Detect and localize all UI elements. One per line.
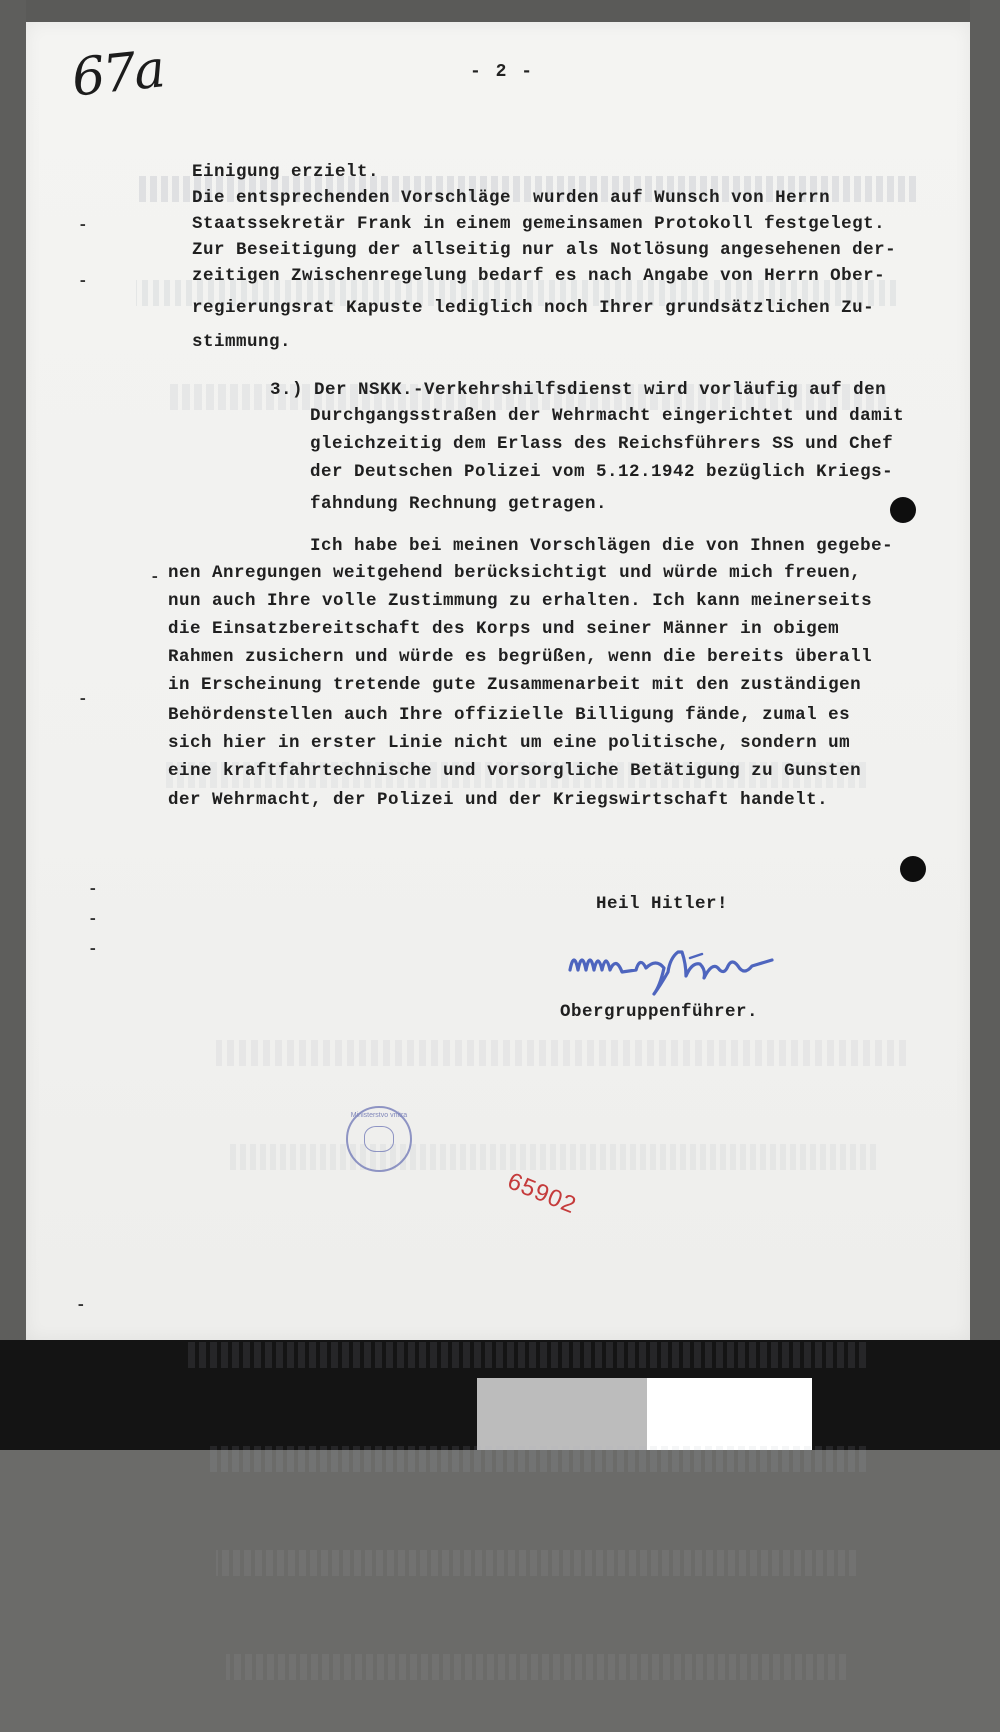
margin-dash: -	[88, 940, 98, 958]
closing-line: nen Anregungen weitgehend berücksichtigt und würde mich freuen,	[168, 563, 862, 583]
margin-dash: -	[88, 910, 98, 928]
signer-title: Obergruppenführer.	[560, 1002, 759, 1022]
item-3-line: Durchgangsstraßen der Wehrmacht eingerichtet und damit	[310, 406, 905, 426]
closing-line: Ich habe bei meinen Vorschlägen die von Ihnen gegebe-	[310, 536, 894, 556]
closing-line: eine kraftfahrtechnische und vorsorgliche Betätigung zu Gunsten	[168, 761, 862, 781]
body-line: regierungsrat Kapuste lediglich noch Ihrer grundsätzlichen Zu-	[192, 298, 875, 318]
scan-frame-top	[0, 0, 1000, 22]
ministry-stamp	[346, 1106, 412, 1172]
closing-line: nun auch Ihre volle Zustimmung zu erhalten. Ich kann meinerseits	[168, 591, 873, 611]
margin-dash: -	[78, 216, 88, 234]
margin-dash: -	[78, 272, 88, 290]
body-line: Zur Beseitigung der allseitig nur als Notlösung angesehenen der-	[192, 240, 897, 260]
stamp-text: Ministerstvo vnitra	[350, 1112, 408, 1119]
item-3-line: gleichzeitig dem Erlass des Reichsführers SS und Chef	[310, 434, 894, 454]
bleed-through-texture	[66, 150, 926, 1300]
closing-line: Rahmen zusichern und würde es begrüßen, wenn die bereits überall	[168, 647, 873, 667]
body-line: Staatssekretär Frank in einem gemeinsamen Protokoll festgelegt.	[192, 214, 886, 234]
punch-hole	[890, 497, 916, 523]
closing-line: Behördenstellen auch Ihre offizielle Billigung fände, zumal es	[168, 705, 851, 725]
archive-number: 65902	[503, 1167, 581, 1220]
margin-dash: -	[150, 568, 160, 586]
item-3-line: 3.) Der NSKK.-Verkehrshilfsdienst wird vorläufig auf den	[270, 380, 887, 400]
body-line: zeitigen Zwischenregelung bedarf es nach Angabe von Herrn Ober-	[192, 266, 886, 286]
stamp-emblem	[364, 1126, 394, 1152]
closing-line: sich hier in erster Linie nicht um eine politische, sondern um	[168, 733, 851, 753]
scan-frame-left	[0, 0, 26, 1450]
scan-frame-right	[970, 0, 1000, 1450]
handwritten-folio-number: 67a	[69, 39, 167, 109]
closing-line: in Erscheinung tretende gute Zusammenarbeit mit den zuständigen	[168, 675, 862, 695]
item-3-line: der Deutschen Polizei vom 5.12.1942 bezüglich Kriegs-	[310, 462, 894, 482]
body-line: Einigung erzielt.	[192, 162, 380, 182]
margin-dash: -	[78, 690, 88, 708]
margin-dash: -	[88, 880, 98, 898]
salutation: Heil Hitler!	[596, 894, 729, 914]
handwritten-signature	[540, 918, 870, 998]
closing-line: der Wehrmacht, der Polizei und der Kriegswirtschaft handelt.	[168, 790, 829, 810]
page-number: - 2 -	[470, 62, 535, 82]
item-3-line: fahndung Rechnung getragen.	[310, 494, 608, 514]
body-line: Die entsprechenden Vorschläge wurden auf Wunsch von Herrn	[192, 188, 831, 208]
closing-line: die Einsatzbereitschaft des Korps und seiner Männer in obigem	[168, 619, 840, 639]
punch-hole	[900, 856, 926, 882]
margin-dash: -	[76, 1296, 86, 1314]
body-line: stimmung.	[192, 332, 292, 352]
